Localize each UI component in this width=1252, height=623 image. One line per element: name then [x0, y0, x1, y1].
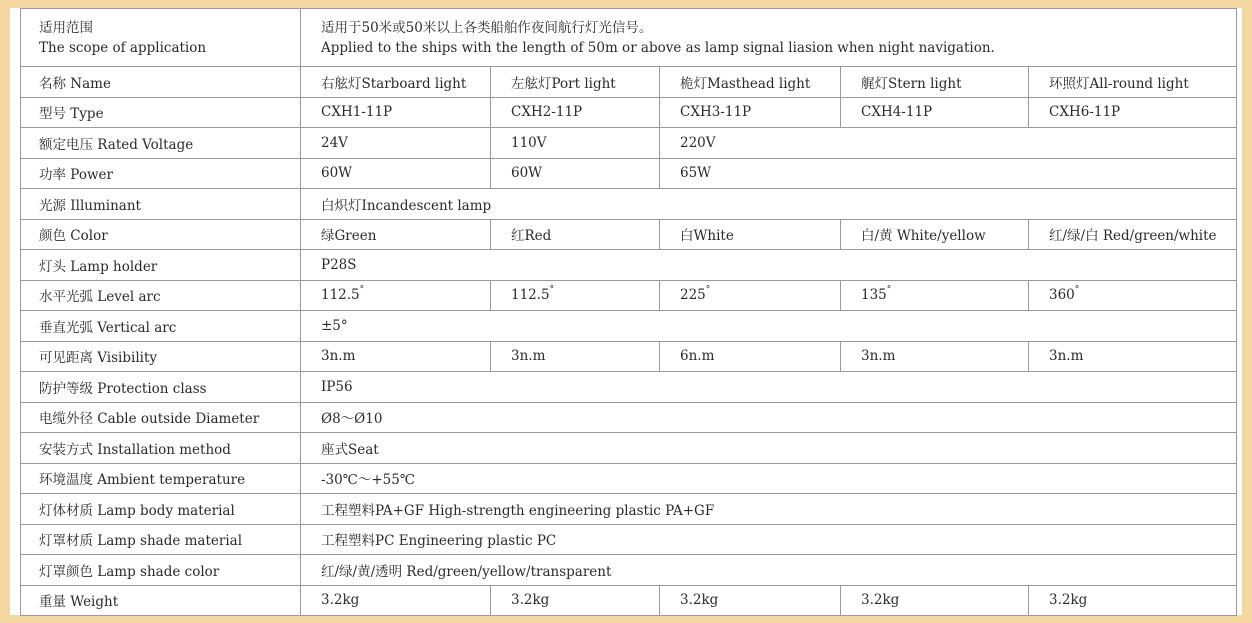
cell-vertical-arc: ±5°	[301, 311, 1237, 342]
cell-type-3: CXH3-11P	[660, 97, 841, 128]
row-label-protection: 防护等级 Protection class	[21, 372, 301, 403]
spec-sheet-frame	[10, 8, 1242, 615]
level-arc-value: 135	[861, 287, 887, 304]
table-row-scope	[21, 9, 1237, 67]
row-label-scope	[21, 9, 301, 67]
table-row-shade-color	[21, 555, 1237, 586]
cell-cable: Ø8～Ø10	[301, 402, 1237, 433]
cell-color-2: 红Red	[491, 219, 660, 250]
cell-voltage-2: 110V	[491, 128, 660, 159]
scope-value-en: Applied to the ships with the length of 50m or above as lamp signal liasion when night navigation.	[321, 39, 995, 56]
level-arc-value: 112.5	[511, 287, 550, 304]
cell-name-port: 左舷灯Port light	[491, 67, 660, 98]
row-label-weight: 重量 Weight	[21, 585, 301, 616]
cell-name-allround: 环照灯All-round light	[1029, 67, 1237, 98]
cell-level-arc-1	[301, 280, 491, 311]
degree-mark: °	[705, 285, 711, 296]
cell-level-arc-4	[841, 280, 1029, 311]
cell-color-1: 绿Green	[301, 219, 491, 250]
degree-mark: °	[549, 285, 555, 296]
cell-name-masthead: 桅灯Masthead light	[660, 67, 841, 98]
cell-voltage-3: 220V	[660, 128, 1237, 159]
cell-color-3: 白White	[660, 219, 841, 250]
row-label-color: 颜色 Color	[21, 219, 301, 250]
table-row-illuminant	[21, 189, 1237, 220]
cell-shade-color: 红/绿/黄/透明 Red/green/yellow/transparent	[301, 555, 1237, 586]
row-label-shade-material: 灯罩材质 Lamp shade material	[21, 524, 301, 555]
table-row-color	[21, 219, 1237, 250]
cell-visibility-3: 6n.m	[660, 341, 841, 372]
row-label-visibility: 可见距离 Visibility	[21, 341, 301, 372]
table-row-temperature	[21, 463, 1237, 494]
cell-power-2: 60W	[491, 158, 660, 189]
table-row-shade-material	[21, 524, 1237, 555]
cell-type-5: CXH6-11P	[1029, 97, 1237, 128]
cell-weight-4: 3.2kg	[841, 585, 1029, 616]
scope-label-cn: 适用范围	[39, 19, 93, 36]
cell-visibility-2: 3n.m	[491, 341, 660, 372]
degree-mark: °	[886, 285, 892, 296]
cell-color-5: 红/绿/白 Red/green/white	[1029, 219, 1237, 250]
table-row-voltage	[21, 128, 1237, 159]
cell-temperature: -30℃～+55℃	[301, 463, 1237, 494]
cell-weight-5: 3.2kg	[1029, 585, 1237, 616]
cell-body-material: 工程塑料PA+GF High-strength engineering plastic PA+GF	[301, 494, 1237, 525]
cell-type-1: CXH1-11P	[301, 97, 491, 128]
cell-power-3: 65W	[660, 158, 1237, 189]
cell-power-1: 60W	[301, 158, 491, 189]
level-arc-value: 225	[680, 287, 706, 304]
table-row-holder	[21, 250, 1237, 281]
row-label-name: 名称 Name	[21, 67, 301, 98]
cell-type-2: CXH2-11P	[491, 97, 660, 128]
cell-weight-2: 3.2kg	[491, 585, 660, 616]
table-row-weight	[21, 585, 1237, 616]
row-label-level-arc: 水平光弧 Level arc	[21, 280, 301, 311]
cell-protection: IP56	[301, 372, 1237, 403]
cell-holder: P28S	[301, 250, 1237, 281]
row-label-type: 型号 Type	[21, 97, 301, 128]
table-row-body-material	[21, 494, 1237, 525]
table-row-type	[21, 97, 1237, 128]
table-row-vertical-arc	[21, 311, 1237, 342]
row-label-cable: 电缆外径 Cable outside Diameter	[21, 402, 301, 433]
degree-mark: °	[1074, 285, 1080, 296]
spec-table	[20, 8, 1237, 616]
cell-illuminant: 白炽灯Incandescent lamp	[301, 189, 1237, 220]
row-label-voltage: 额定电压 Rated Voltage	[21, 128, 301, 159]
row-label-installation: 安装方式 Installation method	[21, 433, 301, 464]
table-row-level-arc	[21, 280, 1237, 311]
level-arc-value: 360	[1049, 287, 1075, 304]
table-row-visibility	[21, 341, 1237, 372]
table-row-installation	[21, 433, 1237, 464]
cell-name-stern: 艉灯Stern light	[841, 67, 1029, 98]
scope-value	[301, 9, 1237, 67]
cell-shade-material: 工程塑料PC Engineering plastic PC	[301, 524, 1237, 555]
row-label-body-material: 灯体材质 Lamp body material	[21, 494, 301, 525]
cell-voltage-1: 24V	[301, 128, 491, 159]
row-label-illuminant: 光源 Illuminant	[21, 189, 301, 220]
cell-level-arc-3	[660, 280, 841, 311]
level-arc-value: 112.5	[321, 287, 360, 304]
row-label-holder: 灯头 Lamp holder	[21, 250, 301, 281]
row-label-vertical-arc: 垂直光弧 Vertical arc	[21, 311, 301, 342]
table-row-name	[21, 67, 1237, 98]
row-label-shade-color: 灯罩颜色 Lamp shade color	[21, 555, 301, 586]
table-row-protection	[21, 372, 1237, 403]
cell-type-4: CXH4-11P	[841, 97, 1029, 128]
cell-name-starboard: 右舷灯Starboard light	[301, 67, 491, 98]
cell-visibility-1: 3n.m	[301, 341, 491, 372]
degree-mark: °	[359, 285, 365, 296]
scope-label-en: The scope of application	[39, 39, 207, 56]
row-label-temperature: 环境温度 Ambient temperature	[21, 463, 301, 494]
scope-value-cn: 适用于50米或50米以上各类船舶作夜间航行灯光信号。	[321, 19, 653, 36]
cell-visibility-4: 3n.m	[841, 341, 1029, 372]
cell-color-4: 白/黄 White/yellow	[841, 219, 1029, 250]
cell-weight-3: 3.2kg	[660, 585, 841, 616]
cell-level-arc-5	[1029, 280, 1237, 311]
cell-level-arc-2	[491, 280, 660, 311]
table-row-power	[21, 158, 1237, 189]
cell-weight-1: 3.2kg	[301, 585, 491, 616]
cell-installation: 座式Seat	[301, 433, 1237, 464]
table-row-cable	[21, 402, 1237, 433]
row-label-power: 功率 Power	[21, 158, 301, 189]
cell-visibility-5: 3n.m	[1029, 341, 1237, 372]
